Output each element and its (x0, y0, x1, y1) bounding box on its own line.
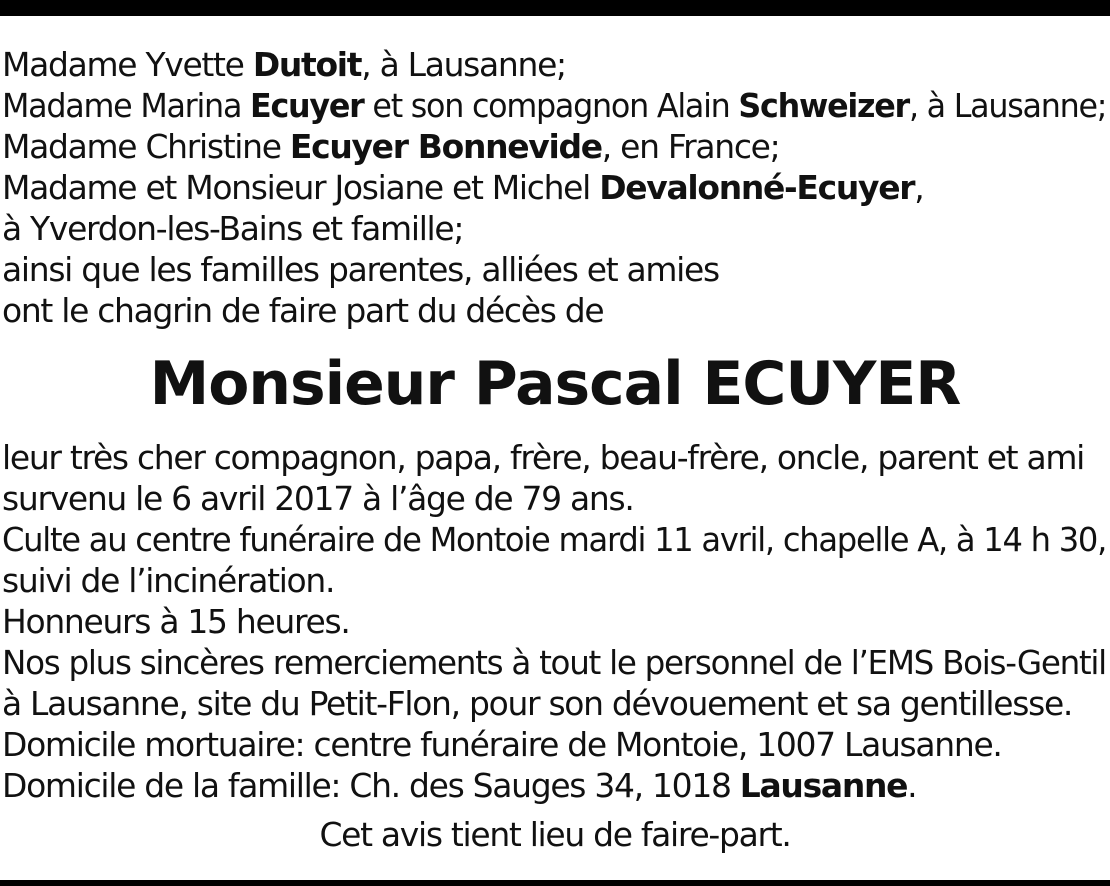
family-line-3: Madame Christine Ecuyer Bonnevide, en France; (2, 127, 780, 166)
surname: Ecuyer (250, 86, 364, 125)
family-line-2: Madame Marina Ecuyer et son compagnon Alain Schweizer, à Lausanne; (2, 86, 1107, 125)
detail-line: survenu le 6 avril 2017 à l’âge de 79 ans. (2, 479, 634, 518)
family-address: Domicile de la famille: Ch. des Sauges 34, 1018 Lausanne. (2, 766, 917, 805)
death-notice (2, 44, 1108, 855)
family-line-1: Madame Yvette Dutoit, à Lausanne; (2, 45, 566, 84)
family-line-4: Madame et Monsieur Josiane et Michel Devalonné-Ecuyer, (2, 168, 924, 207)
detail-line: Culte au centre funéraire de Montoie mardi 11 avril, chapelle A, à 14 h 30, (2, 520, 1107, 559)
detail-line: suivi de l’incinération. (2, 561, 335, 600)
surname: Ecuyer Bonnevide (289, 127, 602, 166)
top-border-rule (0, 0, 1110, 16)
city: Lausanne (739, 766, 908, 805)
detail-line: leur très cher compagnon, papa, frère, beau-frère, oncle, parent et ami (2, 438, 1085, 477)
family-line-7: ont le chagrin de faire part du décès de (2, 291, 604, 330)
detail-line: Domicile mortuaire: centre funéraire de Montoie, 1007 Lausanne. (2, 725, 1002, 764)
closing-note: Cet avis tient lieu de faire-part. (319, 815, 791, 854)
detail-line: à Lausanne, site du Petit-Flon, pour son dévouement et sa gentillesse. (2, 684, 1073, 723)
detail-line: Nos plus sincères remerciements à tout le personnel de l’EMS Bois-Gentil (2, 643, 1106, 682)
family-line-6: ainsi que les familles parentes, alliées et amies (2, 250, 719, 289)
family-line-5: à Yverdon-les-Bains et famille; (2, 209, 464, 248)
detail-line: Honneurs à 15 heures. (2, 602, 350, 641)
surname: Schweizer (738, 86, 909, 125)
surname: Dutoit (252, 45, 362, 84)
deceased-name: Monsieur Pascal ECUYER (149, 349, 961, 419)
surname: Devalonné-Ecuyer (599, 168, 915, 207)
bottom-border-rule (0, 880, 1110, 886)
